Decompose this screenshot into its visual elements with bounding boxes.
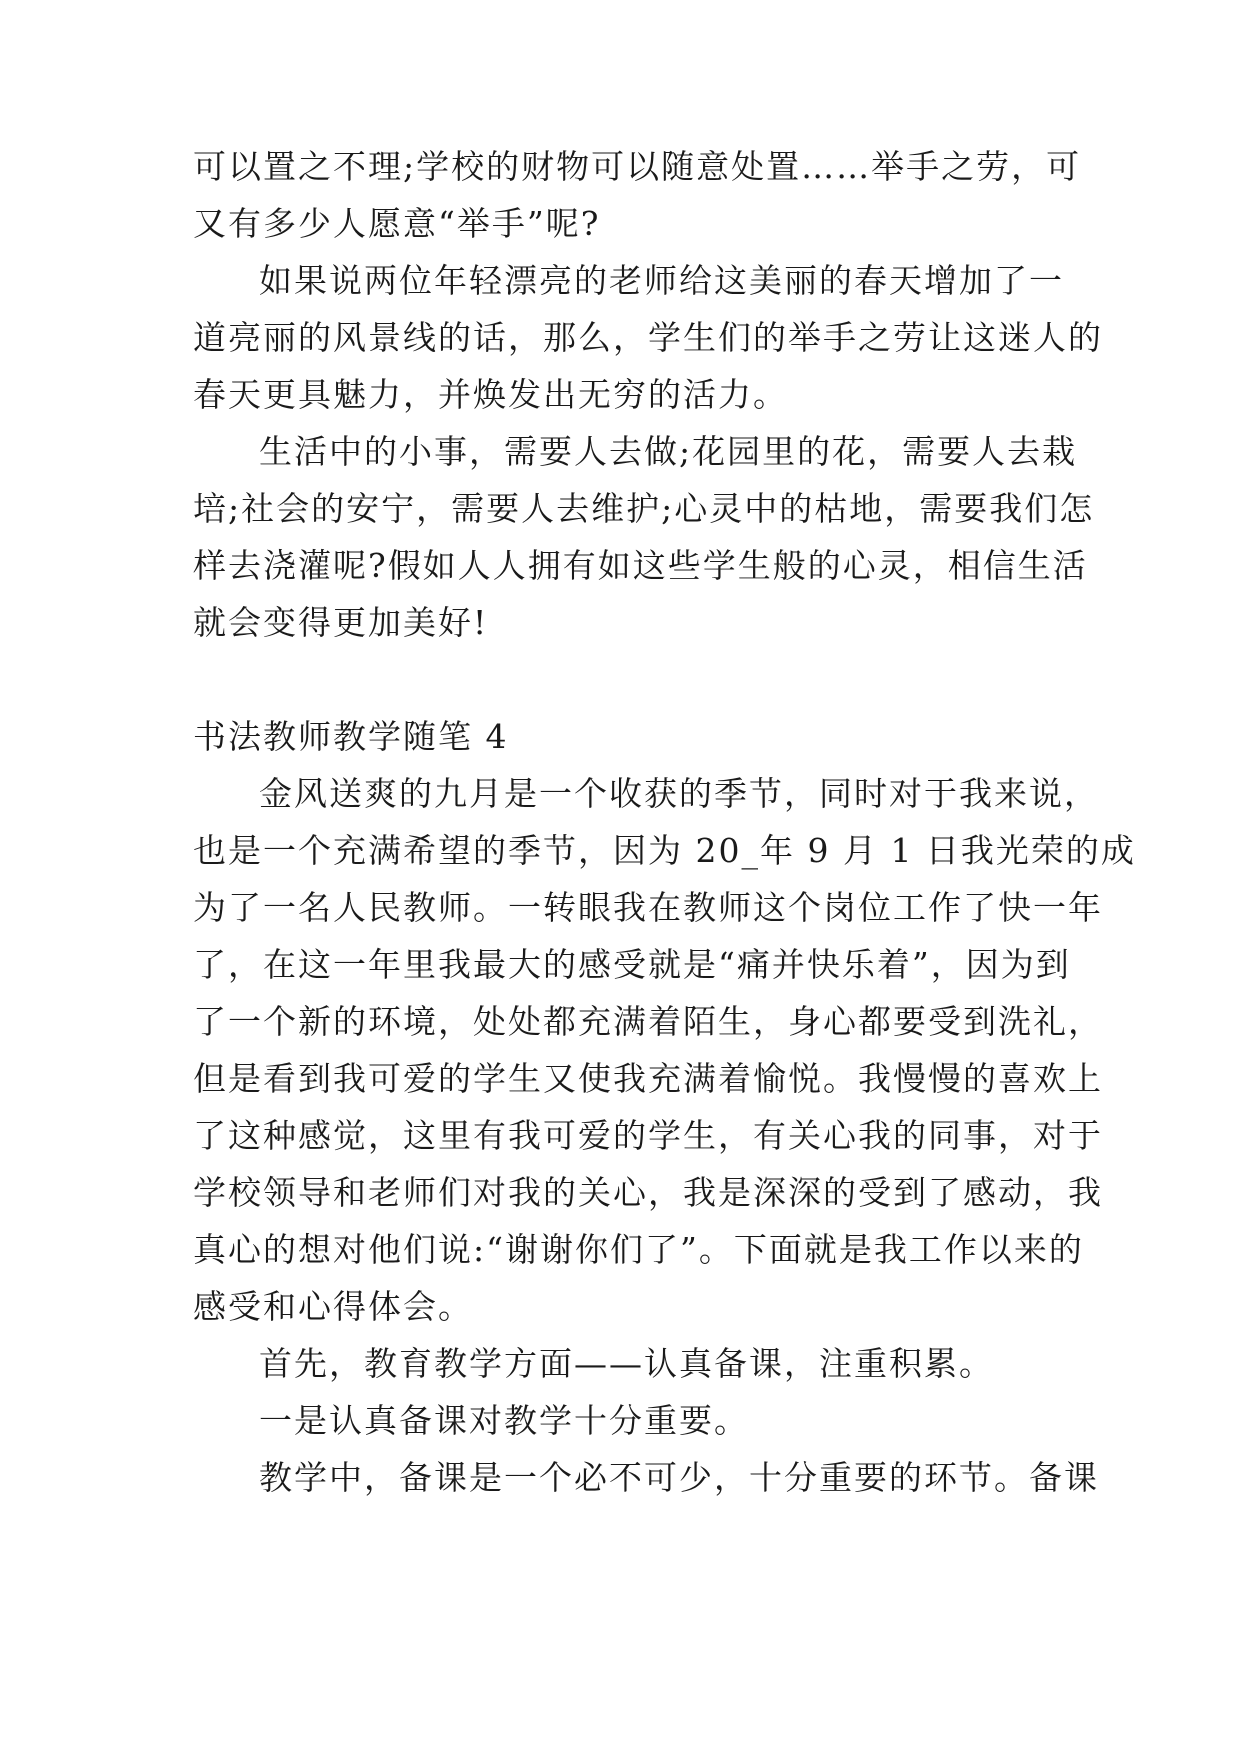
paragraph-line: 首先，教育教学方面——认真备课，注重积累。 [259,1344,994,1383]
paragraph-line: 了一个新的环境，处处都充满着陌生，身心都要受到洗礼， [193,1002,1103,1041]
paragraph-line: 但是看到我可爱的学生又使我充满着愉悦。我慢慢的喜欢上 [193,1059,1103,1098]
paragraph-line: 春天更具魅力，并焕发出无穷的活力。 [193,375,788,414]
paragraph-line: 一是认真备课对教学十分重要。 [259,1401,749,1440]
paragraph-line: 学校领导和老师们对我的关心，我是深深的受到了感动，我 [193,1173,1103,1212]
paragraph-line: 为了一名人民教师。一转眼我在教师这个岗位工作了快一年 [193,888,1103,927]
paragraph-line: 又有多少人愿意“举手”呢? [193,204,601,243]
paragraph-line: 也是一个充满希望的季节，因为 20_年 9 月 1 日我光荣的成 [193,831,1136,870]
paragraph-line: 就会变得更加美好! [193,603,489,642]
paragraph-line: 可以置之不理;学校的财物可以随意处置……举手之劳，可 [193,147,1082,186]
paragraph-line: 教学中，备课是一个必不可少，十分重要的环节。备课 [259,1458,1099,1497]
paragraph-line: 金风送爽的九月是一个收获的季节，同时对于我来说， [259,774,1099,813]
paragraph-line: 生活中的小事，需要人去做;花园里的花，需要人去栽 [259,432,1078,471]
paragraph-line: 了，在这一年里我最大的感受就是“痛并快乐着”，因为到 [193,945,1071,984]
paragraph-line: 样去浇灌呢?假如人人拥有如这些学生般的心灵，相信生活 [193,546,1088,585]
paragraph-line: 感受和心得体会。 [193,1287,473,1326]
paragraph-line: 了这种感觉，这里有我可爱的学生，有关心我的同事，对于 [193,1116,1103,1155]
paragraph-line: 道亮丽的风景线的话，那么，学生们的举手之劳让这迷人的 [193,318,1103,357]
paragraph-line: 培;社会的安宁，需要人去维护;心灵中的枯地，需要我们怎 [193,489,1095,528]
section-title: 书法教师教学随笔 4 [193,717,509,756]
paragraph-line: 真心的想对他们说:“谢谢你们了”。下面就是我工作以来的 [193,1230,1084,1269]
paragraph-line: 如果说两位年轻漂亮的老师给这美丽的春天增加了一 [259,261,1064,300]
